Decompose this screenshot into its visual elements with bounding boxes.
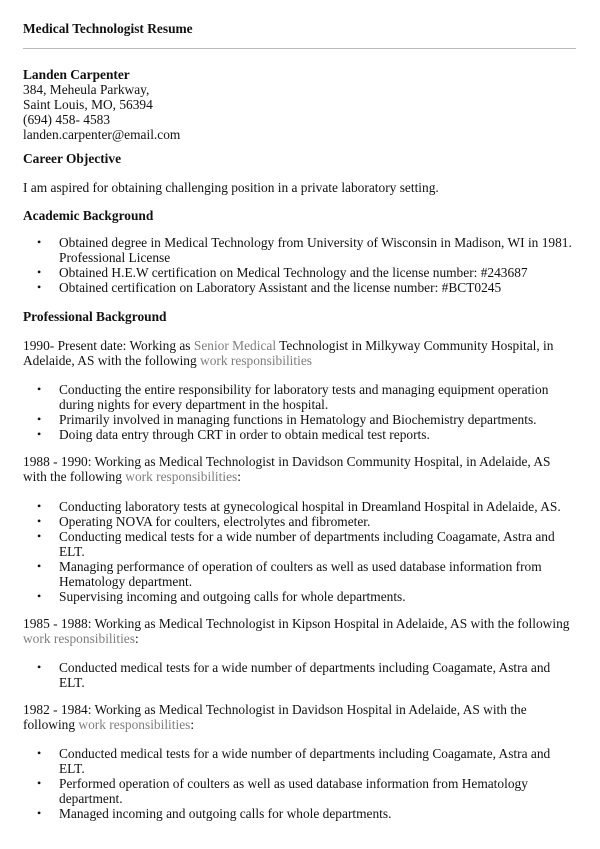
document-title: Medical Technologist Resume [23, 21, 193, 36]
list-item: • Conducted medical tests for a wide number of departments including Coagamate, Astra and ELT. [59, 746, 576, 776]
list-item: • Managed incoming and outgoing calls for whole departments. [59, 806, 576, 821]
list-item: • Obtained degree in Medical Technology from University of Wisconsin in Madison, WI in 1981. Professional License [59, 235, 576, 265]
contact-address-line1: 384, Meheula Parkway, [23, 82, 150, 97]
professional-background-heading: Professional Background [23, 309, 167, 324]
job-intro-text: 1988 - 1990: Working as Medical Technologist in Davidson Community Hospital, in Adelaide, AS with the following [23, 454, 551, 484]
list-item: • Conducted medical tests for a wide number of departments including Coagamate, Astra and ELT. [59, 660, 576, 690]
job-intro [23, 702, 576, 732]
list-item: • Obtained H.E.W certification on Medical Technology and the license number: #243687 [59, 265, 576, 280]
job-intro-text: 1985 - 1988: Working as Medical Technologist in Kipson Hospital in Adelaide, AS with the following [23, 616, 570, 631]
job-responsibilities-list [23, 499, 576, 604]
job-intro-text: : [134, 631, 139, 646]
list-item: • Performed operation of coulters as well as used database information from Hematology department. [59, 776, 576, 806]
job-intro [23, 454, 576, 484]
work-responsibilities-link[interactable]: work responsibilities [200, 353, 312, 368]
list-item: • Conducting laboratory tests at gynecological hospital in Dreamland Hospital in Adelaide, AS. [59, 499, 576, 514]
list-item: • Doing data entry through CRT in order to obtain medical test reports. [59, 427, 576, 442]
job-intro [23, 338, 576, 368]
career-objective-heading: Career Objective [23, 151, 122, 166]
work-responsibilities-link[interactable]: work responsibilities [125, 469, 238, 484]
job-responsibilities-list [23, 660, 576, 690]
career-objective-text: I am aspired for obtaining challenging position in a private laboratory setting. [23, 180, 439, 195]
job-responsibilities-list [23, 382, 576, 442]
academic-list [23, 235, 576, 295]
job-title-link[interactable]: Senior Medical [193, 338, 277, 353]
list-item: • Managing performance of operation of coulters as well as used database information from Hematology department. [59, 559, 576, 589]
job-intro [23, 616, 576, 646]
contact-phone: (694) 458- 4583 [23, 112, 111, 127]
work-responsibilities-link[interactable]: work responsibilities [78, 717, 191, 732]
job-intro-text: 1982 - 1984: Working as Medical Technologist in Davidson Hospital in Adelaide, AS with the following [23, 702, 527, 732]
title-divider [23, 48, 576, 49]
job-responsibilities-list [23, 746, 576, 821]
job-intro-text: : [190, 717, 195, 732]
contact-name: Landen Carpenter [23, 67, 130, 82]
contact-block [23, 67, 576, 142]
job-intro-text: : [237, 469, 241, 484]
list-item: • Supervising incoming and outgoing calls for whole departments. [59, 589, 576, 604]
job-intro-text: Technologist in Milkyway Community Hospital, in Adelaide, AS with the following [23, 338, 554, 368]
job-intro-text: 1990- Present date: Working as [23, 338, 194, 353]
list-item: • Conducting the entire responsibility for laboratory tests and managing equipment operation during nights for every department in the hospital. [59, 382, 576, 412]
contact-address-line2: Saint Louis, MO, 56394 [23, 97, 153, 112]
contact-email: landen.carpenter@email.com [23, 127, 181, 142]
work-responsibilities-link[interactable]: work responsibilities [23, 631, 135, 646]
list-item: • Obtained certification on Laboratory Assistant and the license number: #BCT0245 [59, 280, 576, 295]
list-item: • Operating NOVA for coulters, electrolytes and fibrometer. [59, 514, 576, 529]
list-item: • Primarily involved in managing functions in Hematology and Biochemistry departments. [59, 412, 576, 427]
list-item: • Conducting medical tests for a wide number of departments including Coagamate, Astra and ELT. [59, 529, 576, 559]
academic-background-heading: Academic Background [23, 208, 154, 223]
